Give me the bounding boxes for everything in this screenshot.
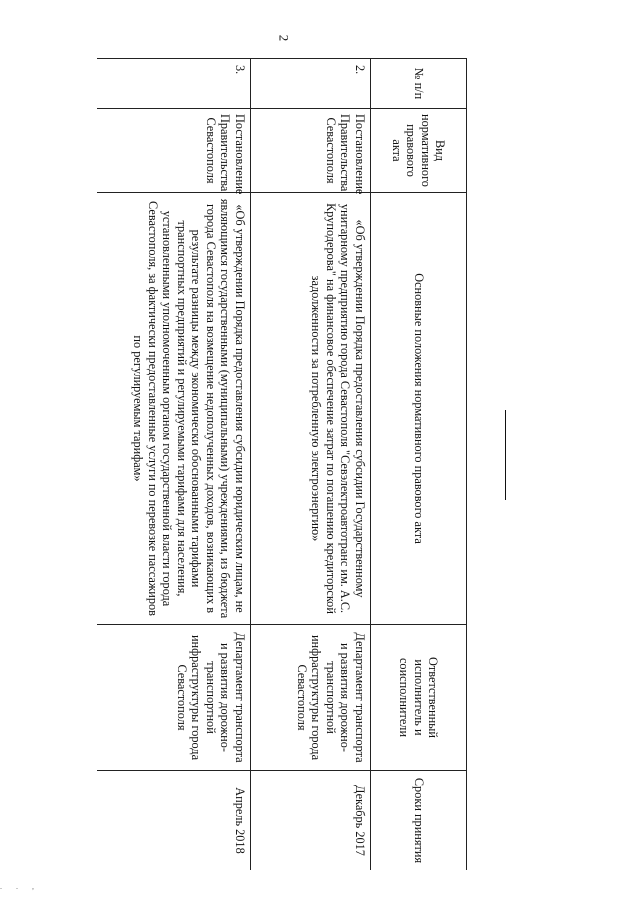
header-content: Основные положения нормативного правового акта	[371, 193, 467, 625]
separator-line	[505, 410, 506, 500]
table-container	[97, 58, 467, 870]
cell-content: «Об утверждении Порядка предоставления субсидии Государственному унитарному предприятию города Севастополя "Севэлектроавтотранс им. А.С. Круподерова" на финансовое обеспечение затрат по погашению кредиторской задолженности за потребленную электроэнергию»	[251, 193, 371, 625]
page-number: 2	[276, 34, 292, 42]
header-deadline: Сроки принятия	[371, 771, 467, 871]
table-row	[251, 59, 371, 871]
cell-act-type: Постановление Правительства Севастополя	[97, 109, 251, 193]
header-responsible: Ответственный исполнитель и соисполнители	[371, 625, 467, 771]
acts-table	[97, 58, 467, 870]
header-num: № п/п	[371, 59, 467, 109]
cell-responsible: Департамент транспорта и развития дорожно-транспортной инфраструктуры города Севастополя	[97, 625, 251, 771]
header-act-type: Вид нормативного правового акта	[371, 109, 467, 193]
cell-responsible: Департамент транспорта и развития дорожно-транспортной инфраструктуры города Севастополя	[251, 625, 371, 771]
scan-mark: . . ,	[0, 882, 40, 891]
table-row	[97, 59, 251, 871]
cell-content: «Об утверждении Порядка предоставления субсидии юридическим лицам, не являющимся государственными (муниципальными) учреждениями, из бюджета города Севастополя на возмещение недополученных доходов, возникающих в результате разницы между экономически обоснованными тарифами транспортных предприятий и регулируемыми тарифами для населения, установленными уполномоченным органом государственной власти города Севастополя, за фактически предоставленные услуги по перевозке пассажиров по регулируемым тарифам»	[97, 193, 251, 625]
cell-deadline: Декабрь 2017	[251, 771, 371, 871]
rotated-table	[97, 58, 467, 870]
cell-num: 2.	[251, 59, 371, 109]
cell-num: 3.	[97, 59, 251, 109]
table-header-row	[371, 59, 467, 871]
cell-deadline: Апрель 2018	[97, 771, 251, 871]
cell-act-type: Постановление Правительства Севастополя	[251, 109, 371, 193]
